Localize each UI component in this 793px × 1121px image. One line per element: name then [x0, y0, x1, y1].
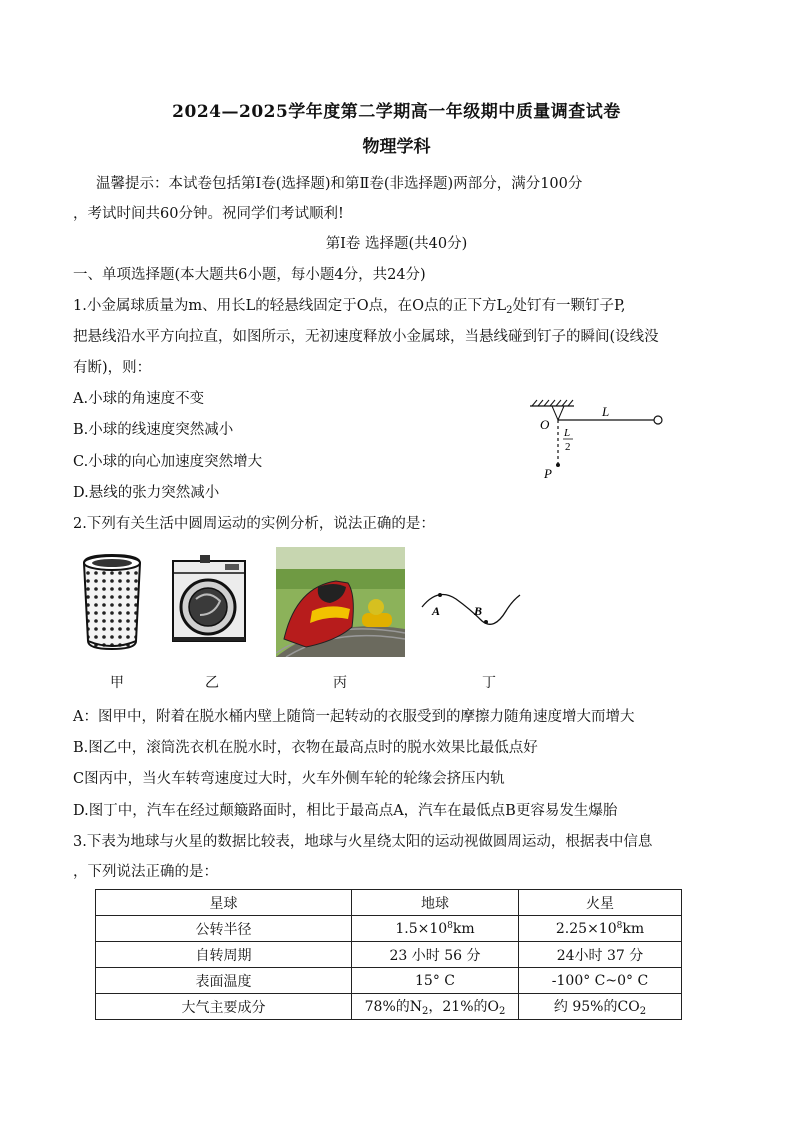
- notice-line-1: 温馨提示：本试卷包括第Ⅰ卷(选择题)和第Ⅱ卷(非选择题)两部分，满分100分: [96, 176, 583, 192]
- table-cell: [519, 916, 682, 942]
- q2-option-d: D.图丁中，汽车在经过颠簸路面时，相比于最高点A，汽车在最低点B更容易发生爆胎: [73, 803, 618, 819]
- notice-line-2: ，考试时间共60分钟。祝同学们考试顺利!: [73, 206, 344, 222]
- q1-option-c: C.小球的向心加速度突然增大: [73, 454, 263, 470]
- drum-image: [76, 553, 148, 653]
- cell-sup: 8: [447, 920, 453, 931]
- q2-option-a: A：图甲中，附着在脱水桶内壁上随筒一起转动的衣服受到的摩擦力随角速度增大而增大: [73, 709, 635, 725]
- cell-text: 78%的N: [364, 999, 422, 1015]
- cell-sub: 2: [639, 1006, 647, 1017]
- section1-title: 一、单项选择题(本大题共6小题，每小题4分，共24分): [73, 267, 426, 283]
- q1-stem-text-b: 处钉有一颗钉子P,: [512, 298, 626, 314]
- fig-label-a: A: [432, 604, 441, 618]
- table-cell: -100° C~0° C: [519, 968, 682, 994]
- table-row: [96, 968, 682, 994]
- cell-base: 2.25×10: [555, 920, 617, 937]
- q2-option-b: B.图乙中，滚筒洗衣机在脱水时，衣物在最高点时的脱水效果比最低点好: [73, 740, 538, 756]
- caption-ding: 丁: [482, 675, 496, 691]
- fig-label-half-num: L: [564, 427, 571, 439]
- cell-sub: 2: [498, 1006, 506, 1017]
- fig-label-b: B: [474, 604, 483, 618]
- fig-label-o: O: [540, 417, 550, 432]
- cell-unit: km: [622, 920, 645, 937]
- train-photo: [276, 547, 405, 657]
- fig-label-half-den: 2: [565, 441, 571, 453]
- caption-yi: 乙: [205, 675, 219, 691]
- q1-stem-line-2: 把悬线沿水平方向拉直，如图所示，无初速度释放小金属球，当悬线碰到钉子的瞬间(设线没: [73, 329, 659, 345]
- table-cell: 公转半径: [96, 916, 352, 942]
- cell-sub: 2: [422, 1006, 429, 1017]
- exam-title: 2024—2025学年度第二学期高一年级期中质量调查试卷: [172, 102, 621, 122]
- q3-stem-line-2: ，下列说法正确的是：: [73, 864, 218, 880]
- table-row: [96, 994, 682, 1020]
- cell-base: 1.5×10: [395, 920, 448, 937]
- table-cell: 表面温度: [96, 968, 352, 994]
- table-cell: 24小时 37 分: [519, 942, 682, 968]
- table-header-cell: 地球: [352, 890, 519, 916]
- table-cell: [352, 994, 519, 1020]
- table-cell: [352, 916, 519, 942]
- cell-text: ，21%的O: [428, 999, 499, 1015]
- table-row: [96, 942, 682, 968]
- table-cell: 自转周期: [96, 942, 352, 968]
- caption-jia: 甲: [110, 675, 124, 691]
- table-cell: 15° C: [352, 968, 519, 994]
- table-header-cell: 火星: [519, 890, 682, 916]
- part1-title: 第Ⅰ卷 选择题(共40分): [325, 236, 468, 252]
- fig-label-p: P: [544, 466, 552, 481]
- q1-stem-sub: 2: [506, 305, 513, 316]
- bumpy-road-figure: [420, 585, 525, 635]
- cell-sup: 8: [616, 920, 623, 931]
- table-header-cell: 星球: [96, 890, 352, 916]
- cell-unit: km: [452, 920, 475, 937]
- table-cell: 23 小时 56 分: [352, 942, 519, 968]
- q1-pendulum-figure: [528, 398, 668, 482]
- table-row: [96, 916, 682, 942]
- caption-bing: 丙: [333, 675, 347, 691]
- cell-text: 约 95%的CO: [553, 999, 640, 1015]
- q1-stem-line-1: [73, 294, 625, 316]
- q1-stem-line-3: 有断)，则：: [73, 360, 152, 376]
- q2-stem: 2.下列有关生活中圆周运动的实例分析，说法正确的是：: [73, 516, 435, 532]
- q2-option-c: C图丙中，当火车转弯速度过大时，火车外侧车轮的轮缘会挤压内轨: [73, 771, 505, 787]
- q1-option-d: D.悬线的张力突然减小: [73, 485, 220, 501]
- table-header-row: [96, 890, 682, 916]
- fig-label-l: L: [602, 404, 610, 419]
- q1-stem-text-a: 1.小金属球质量为m、用长L的轻悬线固定于O点，在O点的正下方L: [73, 298, 507, 314]
- planet-data-table: [95, 889, 682, 1020]
- washing-machine-image: [170, 553, 250, 645]
- exam-subject: 物理学科: [362, 137, 431, 157]
- table-cell: [519, 994, 682, 1020]
- q1-option-b: B.小球的线速度突然减小: [73, 422, 234, 438]
- q1-option-a: A.小球的角速度不变: [73, 391, 205, 407]
- table-cell: 大气主要成分: [96, 994, 352, 1020]
- q3-stem-line-1: 3.下表为地球与火星的数据比较表，地球与火星绕太阳的运动视做圆周运动，根据表中信息: [73, 834, 653, 850]
